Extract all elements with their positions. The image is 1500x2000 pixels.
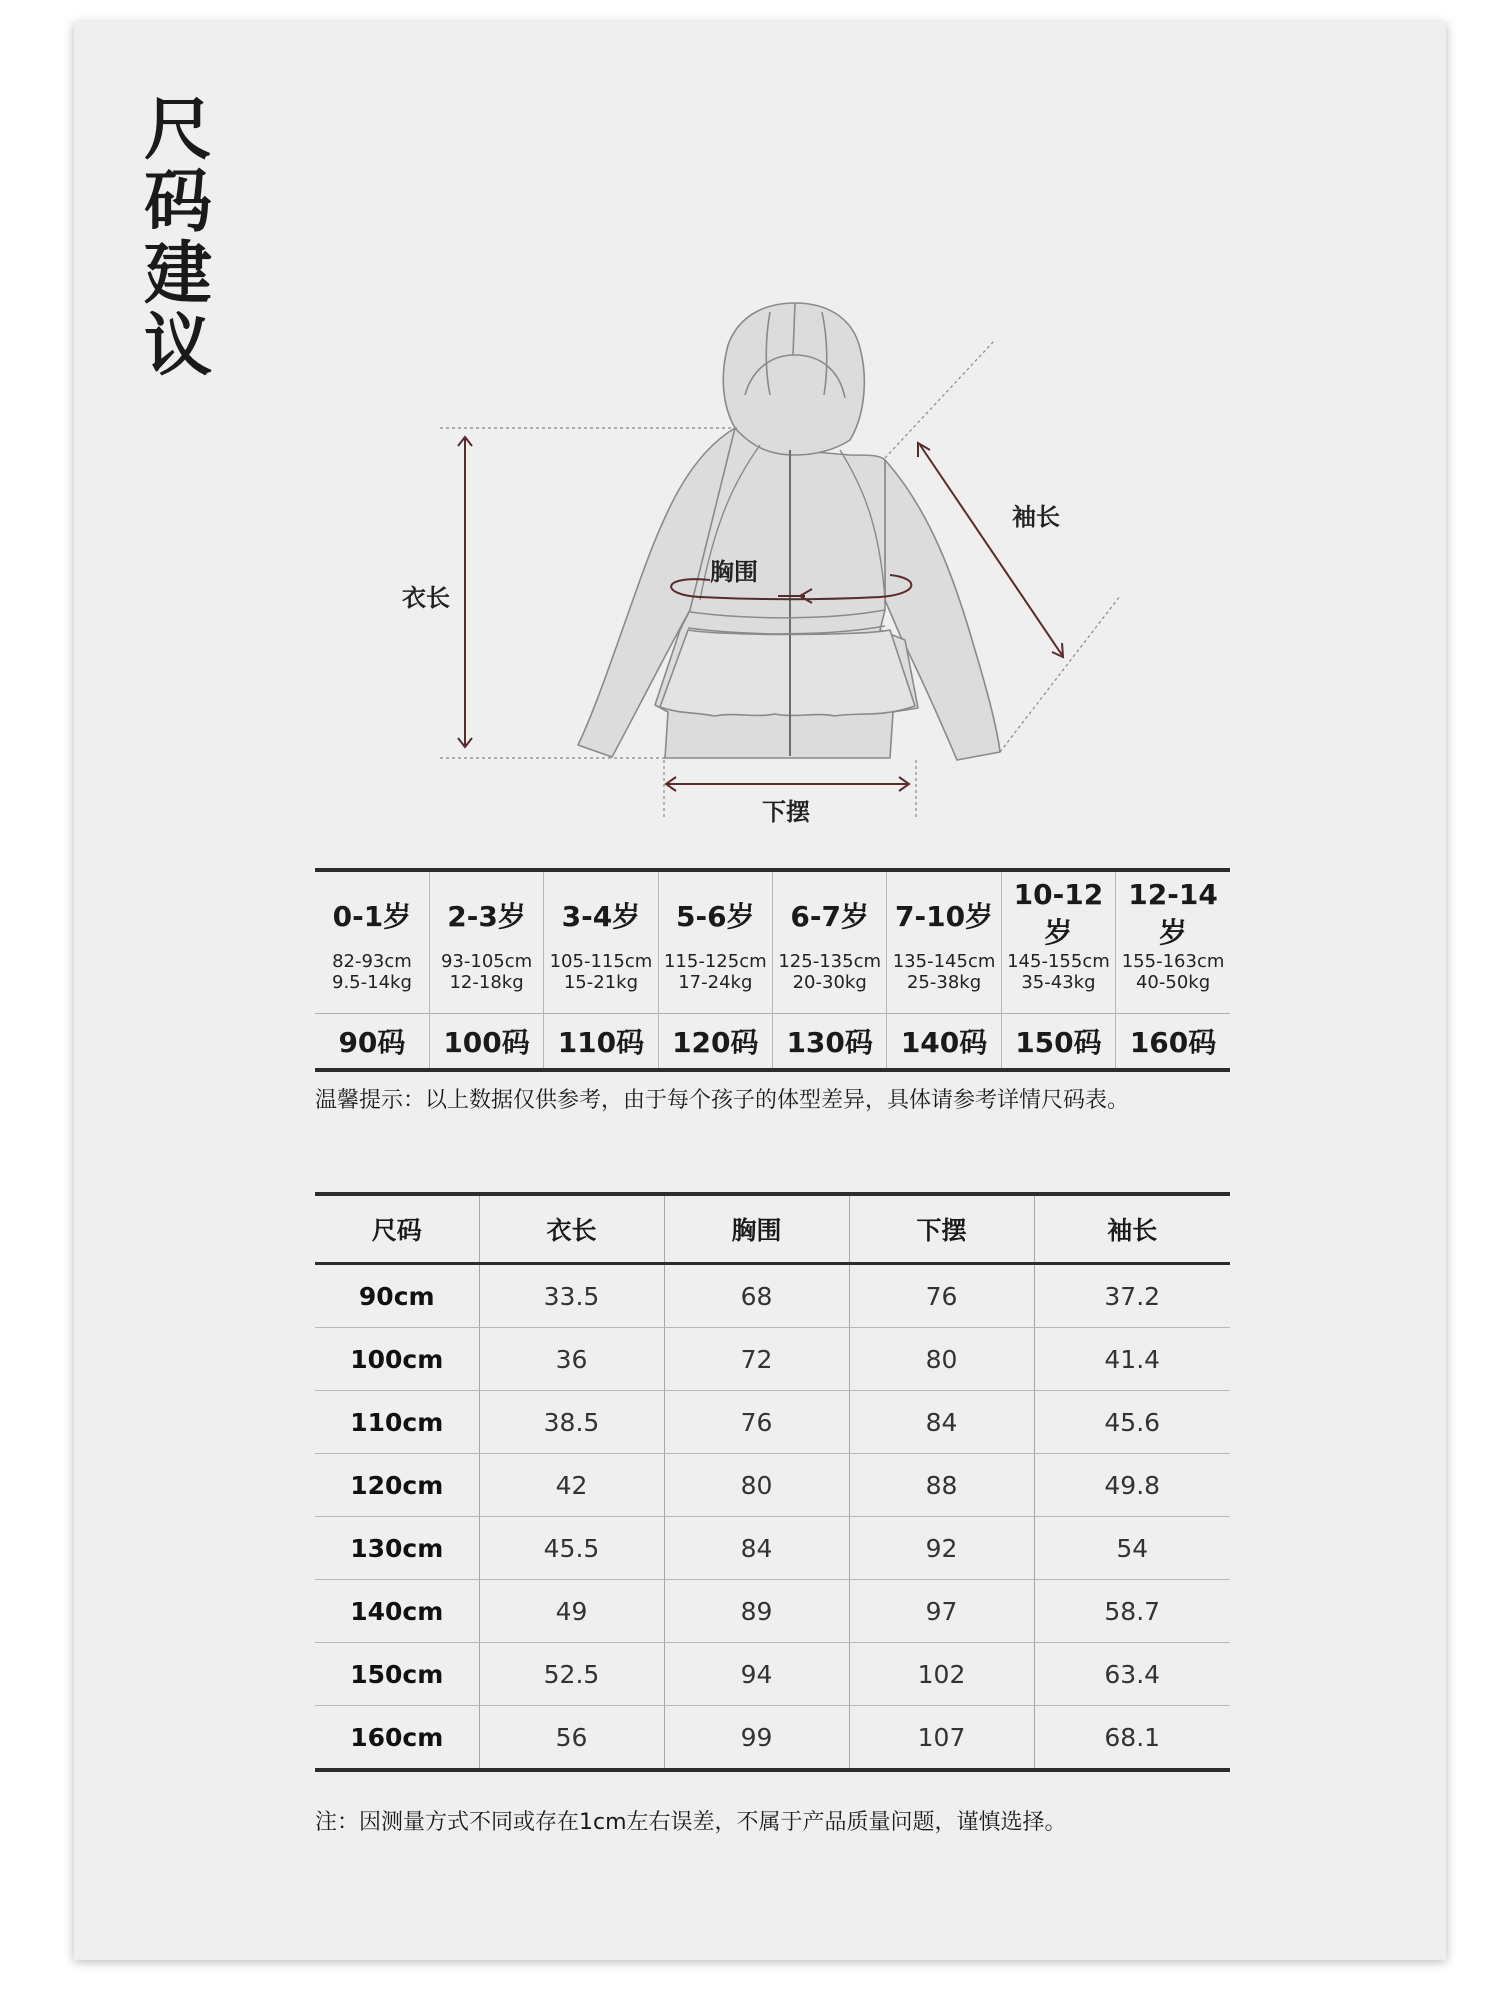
value-cell: 33.5 (479, 1264, 664, 1328)
value-cell: 68.1 (1034, 1706, 1230, 1771)
value-cell: 58.7 (1034, 1580, 1230, 1643)
measure-cell (773, 951, 887, 1014)
size-cell: 140cm (315, 1580, 479, 1643)
weight-range: 40-50kg (1135, 972, 1211, 993)
length-label: 衣长 (402, 584, 450, 612)
table-row (315, 1706, 1230, 1771)
height-range: 115-125cm (663, 951, 767, 972)
age-size-table (315, 868, 1230, 1072)
size-cell: 130cm (315, 1517, 479, 1580)
hem-label: 下摆 (762, 798, 810, 826)
measure-cell (315, 951, 429, 1014)
size-cell: 160cm (315, 1706, 479, 1771)
value-cell: 49.8 (1034, 1454, 1230, 1517)
size-code-cell: 140码 (887, 1014, 1001, 1071)
measure-cell (429, 951, 543, 1014)
weight-range: 17-24kg (678, 972, 753, 993)
weight-range: 35-43kg (1021, 972, 1096, 993)
size-cell: 110cm (315, 1391, 479, 1454)
jacket-diagram (0, 0, 1500, 830)
measure-cell (658, 951, 772, 1014)
height-range: 145-155cm (1007, 951, 1110, 972)
header-chest: 胸围 (664, 1194, 849, 1264)
value-cell: 88 (849, 1454, 1034, 1517)
table-row (315, 1264, 1230, 1328)
header-sleeve: 袖长 (1034, 1194, 1230, 1264)
weight-range: 9.5-14kg (332, 972, 412, 993)
value-cell: 80 (849, 1328, 1034, 1391)
age-cell: 2-3岁 (429, 870, 543, 951)
value-cell: 89 (664, 1580, 849, 1643)
size-chart-table (315, 1192, 1230, 1772)
age-cell: 5-6岁 (658, 870, 772, 951)
value-cell: 37.2 (1034, 1264, 1230, 1328)
size-cell: 90cm (315, 1264, 479, 1328)
age-cell: 0-1岁 (315, 870, 429, 951)
height-range: 82-93cm (332, 951, 412, 972)
measure-cell (544, 951, 658, 1014)
age-cell: 10-12岁 (1001, 870, 1115, 951)
measure-cell (1116, 951, 1230, 1014)
note-text: 注：因测量方式不同或存在1cm左右误差，不属于产品质量问题，谨慎选择。 (315, 1810, 1067, 1835)
title-char: 议 (143, 307, 212, 386)
size-cell: 120cm (315, 1454, 479, 1517)
measure-cell (1001, 951, 1115, 1014)
value-cell: 99 (664, 1706, 849, 1771)
value-cell: 84 (664, 1517, 849, 1580)
weight-range: 15-21kg (563, 972, 639, 993)
value-cell: 76 (664, 1391, 849, 1454)
chest-label: 胸围 (710, 558, 758, 586)
value-cell: 107 (849, 1706, 1034, 1771)
value-cell: 36 (479, 1328, 664, 1391)
height-range: 155-163cm (1121, 951, 1225, 972)
title-char: 码 (143, 163, 212, 242)
title-char: 尺 (143, 91, 212, 170)
value-cell: 45.5 (479, 1517, 664, 1580)
value-cell: 72 (664, 1328, 849, 1391)
size-code-cell: 90码 (315, 1014, 429, 1071)
value-cell: 38.5 (479, 1391, 664, 1454)
age-cell: 7-10岁 (887, 870, 1001, 951)
table-row (315, 1643, 1230, 1706)
value-cell: 94 (664, 1643, 849, 1706)
weight-range: 25-38kg (906, 972, 982, 993)
value-cell: 102 (849, 1643, 1034, 1706)
size-cell: 100cm (315, 1328, 479, 1391)
header-size: 尺码 (315, 1194, 479, 1264)
size-code-cell: 160码 (1116, 1014, 1230, 1071)
header-hem: 下摆 (849, 1194, 1034, 1264)
table-row (315, 1454, 1230, 1517)
size-code-cell: 120码 (658, 1014, 772, 1071)
value-cell: 92 (849, 1517, 1034, 1580)
value-cell: 76 (849, 1264, 1034, 1328)
weight-range: 20-30kg (792, 972, 867, 993)
tip-text: 温馨提示：以上数据仅供参考，由于每个孩子的体型差异，具体请参考详情尺码表。 (315, 1088, 1130, 1113)
value-cell: 52.5 (479, 1643, 664, 1706)
sleeve-label: 袖长 (1012, 503, 1060, 531)
size-cell: 150cm (315, 1643, 479, 1706)
value-cell: 97 (849, 1580, 1034, 1643)
height-range: 135-145cm (892, 951, 996, 972)
table-row (315, 1328, 1230, 1391)
height-range: 105-115cm (549, 951, 653, 972)
height-range: 125-135cm (778, 951, 881, 972)
value-cell: 42 (479, 1454, 664, 1517)
value-cell: 45.6 (1034, 1391, 1230, 1454)
size-code-cell: 100码 (429, 1014, 543, 1071)
size-code-cell: 130码 (773, 1014, 887, 1071)
age-cell: 12-14岁 (1116, 870, 1230, 951)
value-cell: 80 (664, 1454, 849, 1517)
value-cell: 54 (1034, 1517, 1230, 1580)
size-code-cell: 110码 (544, 1014, 658, 1071)
age-cell: 6-7岁 (773, 870, 887, 951)
table-row (315, 1580, 1230, 1643)
weight-range: 12-18kg (449, 972, 524, 993)
title-char: 建 (143, 235, 212, 314)
size-code-cell: 150码 (1001, 1014, 1115, 1071)
table-row (315, 1391, 1230, 1454)
height-range: 93-105cm (440, 951, 533, 972)
value-cell: 49 (479, 1580, 664, 1643)
age-cell: 3-4岁 (544, 870, 658, 951)
table-row (315, 1517, 1230, 1580)
value-cell: 63.4 (1034, 1643, 1230, 1706)
value-cell: 41.4 (1034, 1328, 1230, 1391)
value-cell: 56 (479, 1706, 664, 1771)
header-length: 衣长 (479, 1194, 664, 1264)
value-cell: 84 (849, 1391, 1034, 1454)
value-cell: 68 (664, 1264, 849, 1328)
measure-cell (887, 951, 1001, 1014)
